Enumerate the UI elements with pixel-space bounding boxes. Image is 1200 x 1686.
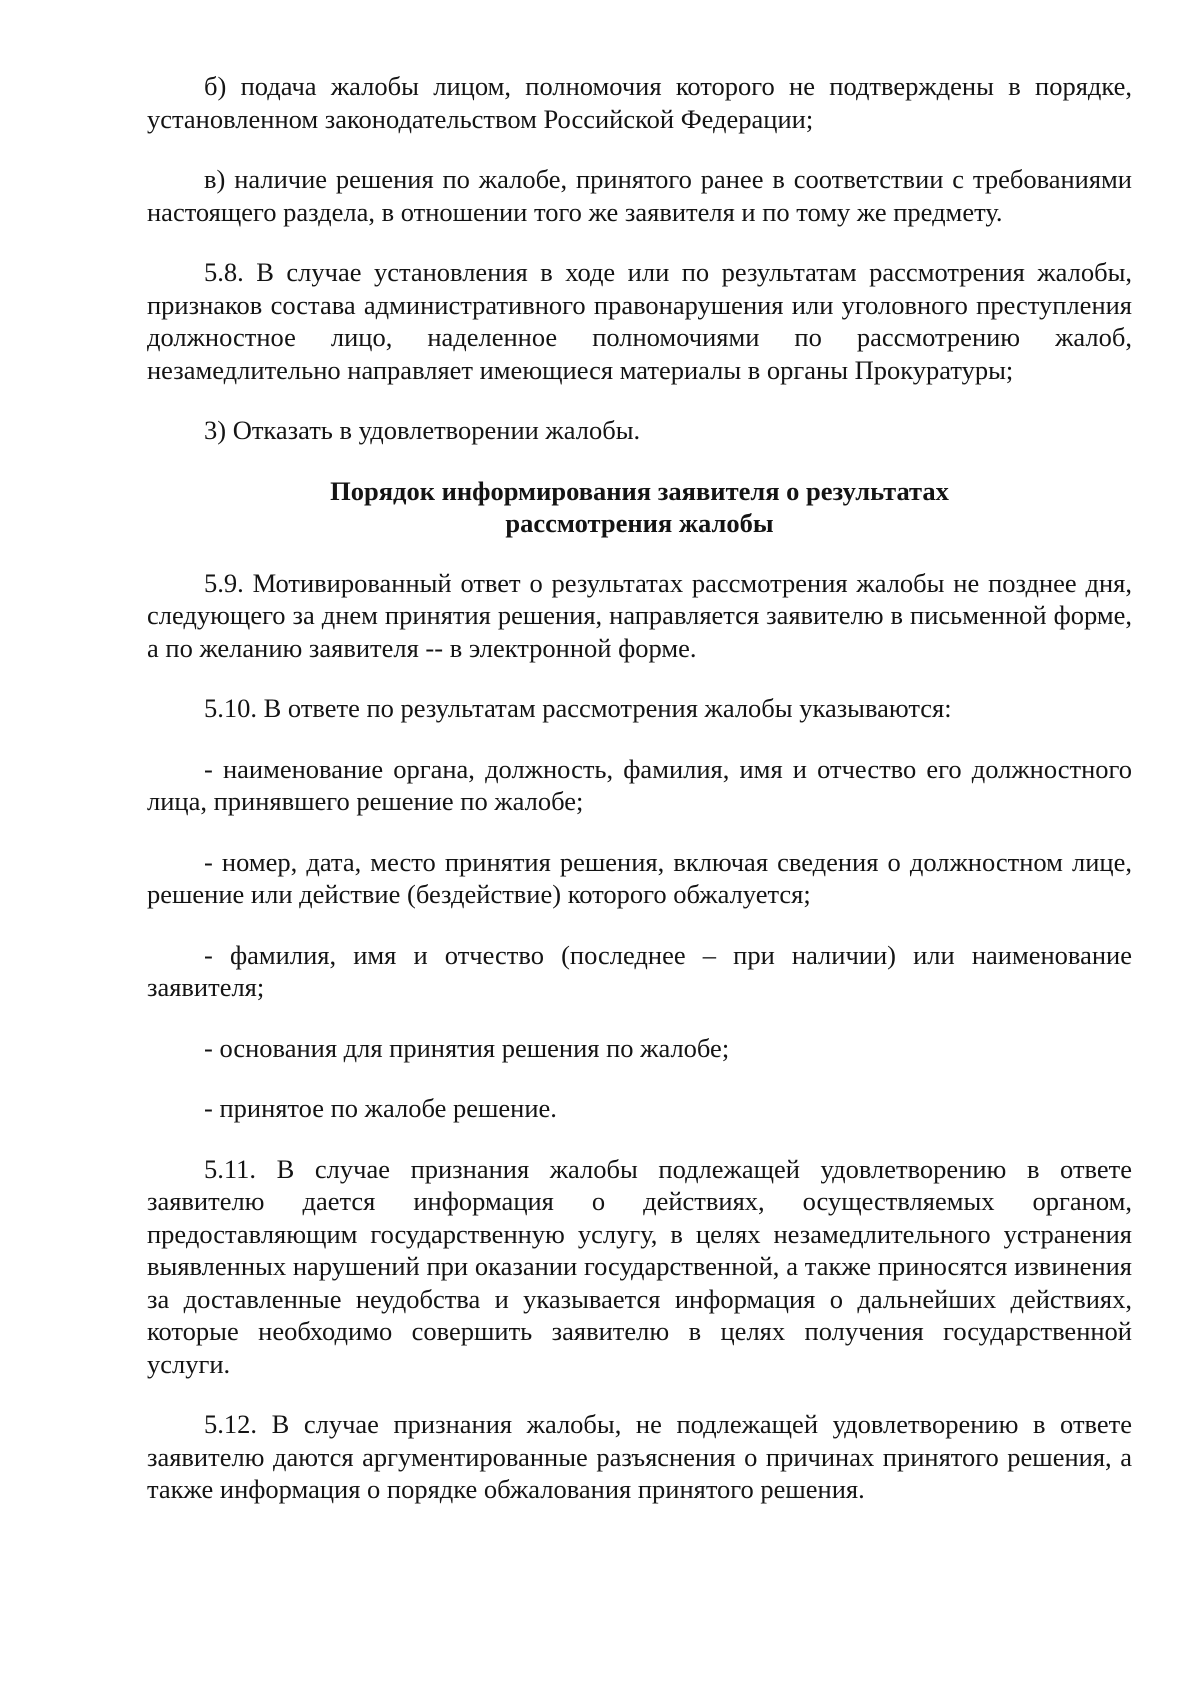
list-item-organ-name: - наименование органа, должность, фамилия, имя и отчество его должностного лица, принявшего решение по жалобе; xyxy=(147,753,1132,816)
paragraph-5-8: 5.8. В случае установления в ходе или по результатам рассмотрения жалобы, признаков состава административного правонарушения или уголовного преступления должностное лицо, наделенное полномочиями по рассмотрению жалоб, незамедлительно направляет имеющиеся материалы в органы Прокуратуры; xyxy=(147,257,1132,385)
paragraph-5-9: 5.9. Мотивированный ответ о результатах рассмотрения жалобы не позднее дня, следующего за днем принятия решения, направляется заявителю в письменной форме, а по желанию заявителя -- в электронной форме. xyxy=(147,567,1132,663)
paragraph-5-11: 5.11. В случае признания жалобы подлежащей удовлетворению в ответе заявителю дается информация о действиях, осуществляемых органом, предоставляющим государственную услугу, в целях незамедлительного устранения выявленных нарушений при оказании государственной, а также приносятся извинения за доставленные неудобства и указывается информация о дальнейших действиях, которые необходимо совершить заявителю в целях получения государственной услуги. xyxy=(147,1153,1132,1379)
paragraph-v: в) наличие решения по жалобе, принятого ранее в соответствии с требованиями настоящего раздела, в отношении того же заявителя и по тому же предмету. xyxy=(147,164,1132,227)
paragraph-5-12: 5.12. В случае признания жалобы, не подлежащей удовлетворению в ответе заявителю даются аргументированные разъяснения о причинах принятого решения, а также информация о порядке обжалования принятого решения. xyxy=(147,1409,1132,1504)
paragraph-3: 3) Отказать в удовлетворении жалобы. xyxy=(204,415,641,445)
list-item-decision: - принятое по жалобе решение. xyxy=(204,1093,557,1123)
document-page xyxy=(147,70,1132,1534)
section-heading xyxy=(147,475,1132,540)
list-item-grounds: - основания для принятия решения по жалобе; xyxy=(204,1032,730,1063)
list-item-decision-number: - номер, дата, место принятия решения, включая сведения о должностном лице, решение или действие (бездействие) которого обжалуется; xyxy=(147,846,1132,909)
section-heading-line-2: рассмотрения жалобы xyxy=(505,508,774,538)
section-heading-line-1: Порядок информирования заявителя о результатах xyxy=(330,475,949,506)
list-item-applicant-name: - фамилия, имя и отчество (последнее – при наличии) или наименование заявителя; xyxy=(147,939,1132,1002)
paragraph-5-10: 5.10. В ответе по результатам рассмотрения жалобы указываются: xyxy=(204,693,952,723)
paragraph-b: б) подача жалобы лицом, полномочия которого не подтверждены в порядке, установленном законодательством Российской Федерации; xyxy=(147,71,1132,134)
